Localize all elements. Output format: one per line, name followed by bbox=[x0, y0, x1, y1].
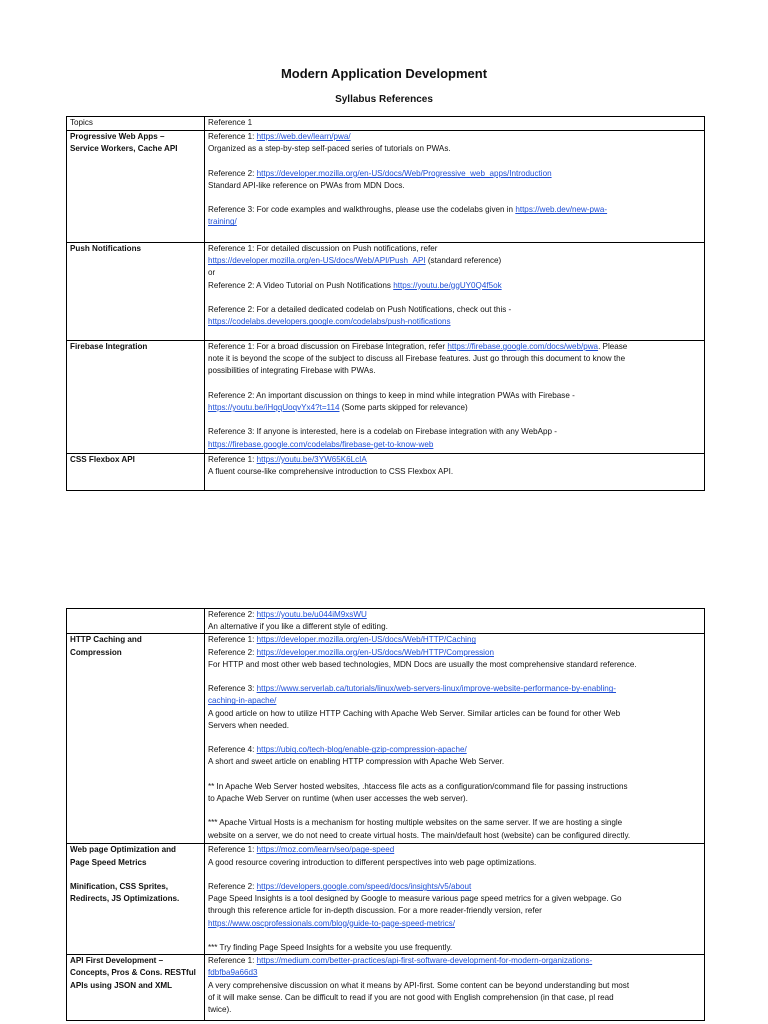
reference-text: Reference 3: If anyone is interested, here is a codelab on Firebase integration with any WebApp - bbox=[208, 427, 557, 437]
reference-line bbox=[208, 857, 701, 869]
document-subtitle: Syllabus References bbox=[335, 94, 433, 105]
reference-line bbox=[208, 439, 701, 451]
reference-line bbox=[208, 426, 701, 438]
reference-text: ** In Apache Web Server hosted websites, .htaccess file acts as a configuration/command file for passing instructions bbox=[208, 781, 628, 791]
header-reference: Reference 1 bbox=[205, 117, 705, 131]
table-header-row bbox=[67, 117, 705, 131]
blank-line bbox=[208, 192, 701, 204]
reference-line bbox=[208, 168, 701, 180]
reference-line bbox=[208, 659, 701, 671]
reference-line bbox=[208, 647, 701, 659]
reference-cell bbox=[205, 609, 705, 634]
reference-link[interactable]: https://ubiq.co/tech-blog/enable-gzip-compression-apache/ bbox=[256, 745, 467, 755]
reference-link[interactable]: https://developer.mozilla.org/en-US/docs/Web/API/Push_API bbox=[208, 256, 426, 266]
table-row bbox=[67, 131, 705, 243]
syllabus-table-part-2 bbox=[66, 608, 705, 1021]
blank-line bbox=[208, 769, 701, 781]
reference-line bbox=[208, 609, 701, 621]
reference-text: A very comprehensive discussion on what it means by API-first. Some content can be beyond understanding but most bbox=[208, 980, 630, 990]
blank-line bbox=[208, 378, 701, 390]
reference-line bbox=[208, 817, 701, 829]
reference-text: Reference 1: For detailed discussion on Push notifications, refer bbox=[208, 244, 438, 253]
reference-link[interactable]: caching-in-apache/ bbox=[208, 696, 277, 706]
table-row bbox=[67, 454, 705, 491]
reference-text: An alternative if you like a different style of editing. bbox=[208, 622, 388, 632]
reference-line bbox=[208, 353, 701, 365]
topic-cell bbox=[67, 634, 205, 844]
topic-line: Compression bbox=[70, 647, 122, 657]
reference-text: Reference 2: A Video Tutorial on Push Notifications bbox=[208, 280, 394, 290]
reference-text: of it will make sense. Can be difficult to read if you are not good with English comprehension (in that case, pl read bbox=[208, 992, 614, 1002]
reference-link[interactable]: https://developer.mozilla.org/en-US/docs/Web/Progressive_web_apps/Introduction bbox=[256, 168, 552, 178]
reference-text: A short and sweet article on enabling HTTP compression with Apache Web Server. bbox=[208, 757, 505, 767]
table-row bbox=[67, 609, 705, 634]
reference-text: Organized as a step-by-step self-paced series of tutorials on PWAs. bbox=[208, 144, 451, 154]
reference-line bbox=[208, 204, 701, 216]
reference-line bbox=[208, 695, 701, 707]
reference-text: Reference 1: bbox=[208, 845, 257, 855]
reference-line bbox=[208, 304, 701, 316]
table-row bbox=[67, 243, 705, 341]
blank-line bbox=[208, 930, 701, 942]
reference-line bbox=[208, 708, 701, 720]
reference-line bbox=[208, 1004, 701, 1016]
topic-line: CSS Flexbox API bbox=[70, 455, 135, 464]
reference-cell bbox=[205, 341, 705, 454]
reference-text: twice). bbox=[208, 1005, 232, 1015]
reference-text: Reference 2: bbox=[208, 882, 257, 891]
document-title: Modern Application Development bbox=[280, 66, 488, 81]
reference-text: Servers when needed. bbox=[208, 720, 289, 730]
topic-cell bbox=[67, 131, 205, 243]
reference-cell bbox=[205, 844, 705, 955]
reference-text: Reference 4: bbox=[208, 745, 257, 755]
reference-line bbox=[208, 683, 701, 695]
reference-line bbox=[208, 255, 701, 267]
reference-line bbox=[208, 720, 701, 732]
reference-line bbox=[208, 621, 701, 633]
reference-text: (Some parts skipped for relevance) bbox=[339, 403, 468, 412]
topic-line bbox=[70, 869, 201, 881]
topic-line: Push Notifications bbox=[70, 244, 142, 253]
reference-link[interactable]: https://youtu.be/3YW65K6LcIA bbox=[256, 455, 367, 464]
blank-line bbox=[208, 732, 701, 744]
reference-line bbox=[208, 992, 701, 1004]
reference-link[interactable]: https://www.oscprofessionals.com/blog/guide-to-page-speed-metrics/ bbox=[208, 918, 455, 928]
reference-line bbox=[208, 365, 701, 377]
reference-line bbox=[208, 634, 701, 646]
reference-text: Reference 3: bbox=[208, 684, 257, 694]
blank-line bbox=[208, 805, 701, 817]
reference-link[interactable]: https://web.dev/new-pwa- bbox=[515, 205, 608, 215]
reference-cell bbox=[205, 131, 705, 243]
syllabus-table-part-1 bbox=[66, 116, 705, 491]
topic-cell bbox=[67, 341, 205, 454]
reference-text: website on a server, we do not need to create virtual hosts. The main/default host (website) can be configured directly. bbox=[208, 830, 631, 840]
reference-link[interactable]: https://moz.com/learn/seo/page-speed bbox=[256, 845, 395, 855]
topic-line: Progressive Web Apps – bbox=[70, 132, 165, 141]
reference-text: Reference 1: bbox=[208, 132, 257, 141]
reference-line bbox=[208, 216, 701, 228]
reference-line bbox=[208, 390, 701, 402]
reference-line bbox=[208, 180, 701, 192]
reference-text: A good resource covering introduction to different perspectives into web page optimizations. bbox=[208, 857, 537, 867]
reference-line bbox=[208, 967, 701, 979]
reference-text: Reference 3: For code examples and walkthroughs, please use the codelabs given in bbox=[208, 205, 516, 215]
reference-text: note it is beyond the scope of the subject to discuss all Firebase features. Just go through this document to know the bbox=[208, 354, 626, 364]
reference-line bbox=[208, 143, 701, 155]
reference-text: Reference 1: bbox=[208, 635, 257, 645]
reference-line bbox=[208, 942, 701, 954]
reference-line bbox=[208, 756, 701, 768]
reference-text: Reference 2: bbox=[208, 168, 257, 178]
reference-cell bbox=[205, 634, 705, 844]
reference-line bbox=[208, 905, 701, 917]
reference-line bbox=[208, 918, 701, 930]
topic-line: Firebase Integration bbox=[70, 342, 148, 351]
reference-line bbox=[208, 844, 701, 856]
reference-text: A fluent course-like comprehensive introduction to CSS Flexbox API. bbox=[208, 467, 454, 477]
reference-line bbox=[208, 881, 701, 893]
reference-line bbox=[208, 781, 701, 793]
reference-link[interactable]: https://codelabs.developers.google.com/codelabs/push-notifications bbox=[208, 317, 451, 327]
reference-link[interactable]: https://www.serverlab.ca/tutorials/linux/web-servers-linux/improve-website-performance-by-enabling- bbox=[256, 684, 617, 694]
reference-line bbox=[208, 316, 701, 328]
reference-link[interactable]: https://youtu.be/u044iM9xsWU bbox=[256, 610, 367, 619]
blank-line bbox=[208, 414, 701, 426]
blank-line bbox=[208, 869, 701, 881]
reference-line bbox=[208, 267, 701, 279]
reference-link[interactable]: training/ bbox=[208, 217, 237, 227]
reference-text: possibilities of integrating Firebase with PWAs. bbox=[208, 366, 376, 376]
reference-text: Reference 1: bbox=[208, 956, 257, 966]
topic-line: API First Development – bbox=[70, 956, 164, 966]
reference-text: Reference 1: For a broad discussion on Firebase Integration, refer bbox=[208, 342, 448, 351]
reference-text: or bbox=[208, 268, 216, 278]
table-row bbox=[67, 341, 705, 454]
reference-line bbox=[208, 744, 701, 756]
reference-line bbox=[208, 980, 701, 992]
reference-line bbox=[208, 454, 701, 466]
topic-line: Service Workers, Cache API bbox=[70, 144, 178, 154]
reference-text: *** Try finding Page Speed Insights for a website you use frequently. bbox=[208, 943, 453, 952]
reference-text: through this reference article for in-depth discussion. For a more reader-friendly version, refer bbox=[208, 906, 542, 916]
reference-cell bbox=[205, 955, 705, 1021]
reference-cell bbox=[205, 454, 705, 491]
reference-text: For HTTP and most other web based technologies, MDN Docs are usually the most comprehensive standard reference. bbox=[208, 659, 637, 669]
reference-text: Page Speed Insights is a tool designed by Google to measure various page speed metrics for a given webpage. Go bbox=[208, 894, 622, 904]
reference-cell bbox=[205, 243, 705, 341]
reference-link[interactable]: https://youtu.be/iHqqUoqvYx4?t=114 bbox=[208, 403, 340, 412]
reference-line bbox=[208, 893, 701, 905]
reference-line bbox=[208, 280, 701, 292]
topic-line: Minification, CSS Sprites, bbox=[70, 882, 169, 891]
topic-cell bbox=[67, 844, 205, 955]
topic-cell bbox=[67, 955, 205, 1021]
reference-link[interactable]: fdbfba9a66d3 bbox=[208, 968, 258, 978]
reference-line bbox=[208, 131, 701, 143]
reference-text: (standard reference) bbox=[425, 256, 502, 266]
reference-link[interactable]: https://youtu.be/ggUY0Q4f5ok bbox=[393, 280, 502, 290]
reference-link[interactable]: https://developer.mozilla.org/en-US/docs/Web/HTTP/Compression bbox=[256, 647, 494, 657]
topic-line: Concepts, Pros & Cons. RESTful bbox=[70, 968, 196, 978]
topic-cell bbox=[67, 243, 205, 341]
reference-text: Reference 2: For a detailed dedicated codelab on Push Notifications, check out this - bbox=[208, 305, 512, 314]
reference-line bbox=[208, 830, 701, 842]
reference-text: Reference 2: An important discussion on things to keep in mind while integration PWAs with Firebase - bbox=[208, 390, 575, 400]
blank-line bbox=[208, 671, 701, 683]
header-topics: Topics bbox=[67, 117, 205, 131]
reference-link[interactable]: https://developers.google.com/speed/docs/insights/v5/about bbox=[256, 882, 472, 891]
reference-link[interactable]: https://medium.com/better-practices/api-first-software-development-for-modern-organizations- bbox=[256, 956, 593, 966]
blank-line bbox=[208, 292, 701, 304]
reference-link[interactable]: https://firebase.google.com/codelabs/firebase-get-to-know-web bbox=[208, 439, 434, 449]
reference-text: Reference 1: bbox=[208, 455, 257, 464]
topic-cell bbox=[67, 609, 205, 634]
reference-line bbox=[208, 466, 701, 478]
topic-line: APIs using JSON and XML bbox=[70, 980, 173, 990]
reference-text: *** Apache Virtual Hosts is a mechanism for hosting multiple websites on the same server. If we are hosting a single bbox=[208, 818, 623, 828]
reference-link[interactable]: https://developer.mozilla.org/en-US/docs/Web/HTTP/Caching bbox=[256, 635, 476, 645]
table-row bbox=[67, 955, 705, 1021]
topic-line: Page Speed Metrics bbox=[70, 857, 147, 867]
reference-line bbox=[208, 793, 701, 805]
table-row bbox=[67, 634, 705, 844]
reference-link[interactable]: https://web.dev/learn/pwa/ bbox=[256, 132, 351, 141]
table-row bbox=[67, 844, 705, 955]
reference-text: Standard API-like reference on PWAs from MDN Docs. bbox=[208, 180, 405, 190]
topic-cell bbox=[67, 454, 205, 491]
reference-line bbox=[208, 341, 701, 353]
reference-line bbox=[208, 955, 701, 967]
reference-link[interactable]: https://firebase.google.com/docs/web/pwa bbox=[447, 342, 599, 351]
reference-text: to Apache Web Server on runtime (when user accesses the web server). bbox=[208, 794, 468, 803]
reference-text: Reference 2: bbox=[208, 647, 257, 657]
blank-line bbox=[208, 155, 701, 167]
topic-line: HTTP Caching and bbox=[70, 635, 142, 645]
reference-text: A good article on how to utilize HTTP Caching with Apache Web Server. Similar articles can be found for other Web bbox=[208, 708, 621, 718]
topic-line: Redirects, JS Optimizations. bbox=[70, 894, 180, 904]
reference-text: Reference 2: bbox=[208, 610, 257, 619]
reference-text: . Please bbox=[598, 342, 628, 351]
reference-line bbox=[208, 243, 701, 255]
reference-line bbox=[208, 402, 701, 414]
topic-line: Web page Optimization and bbox=[70, 845, 176, 855]
